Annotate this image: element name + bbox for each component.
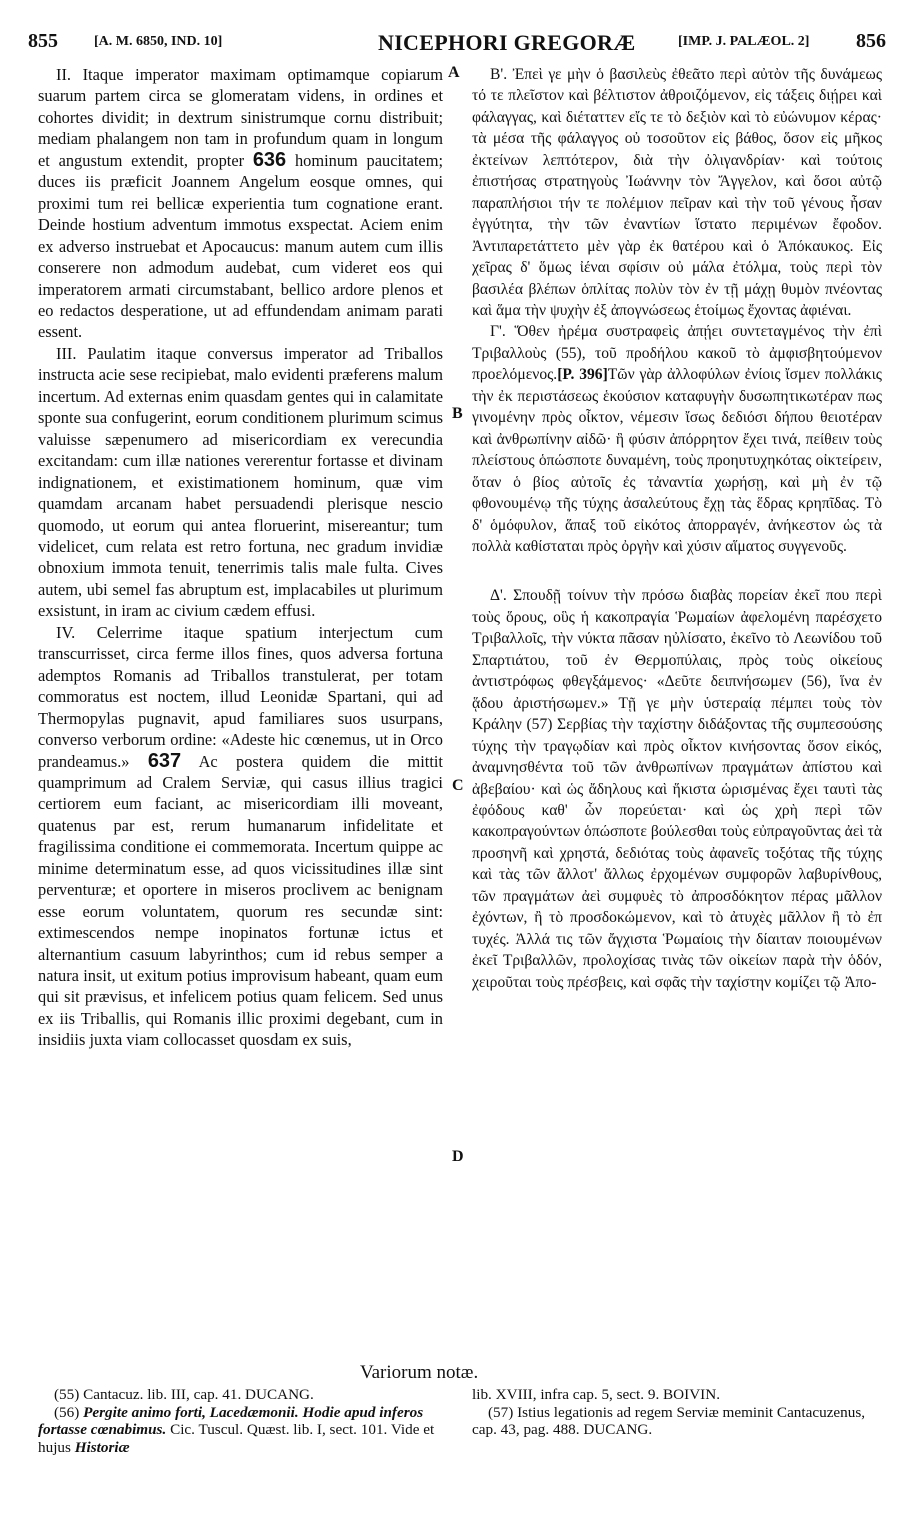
- notes-heading: Variorum notæ.: [360, 1362, 479, 1383]
- page-number-636: 636: [252, 148, 287, 171]
- greek-section-3: Γ'. Ὅθεν ἠρέμα συστραφεὶς ἀπῄει συντεταγμένος τὴν ἐπὶ Τριβαλλοὺς (55), τοῦ προδήλου κακοῦ τὸ ἀμφισβητούμενον προελόμενος.[P. 396]Τῶν γὰρ ἀλλοφύλων ἐνίοις ἴσμεν πολλάκις τὴν ἐκ περιστάσεως ἑκούσιον καταφυγὴν δυσωπητικωτέραν πως γινομένην πρὸς οἶκτον, νέμεσιν ἴσως δεδιόσι δήπου θειοτέραν καὶ ἀνθρωπίνην αἰδῶ· ἣ φύσιν ἀπόρρητον ἔχει τινά, πείθειν τοὺς πλείστους ὁπώσποτε δυναμένη, τοὺς προηυτυχηκότας οἰκτείρειν, ὅταν ὁ βίος αὐτοῖς ἐς τἀναντία χωρήσῃ, καὶ μὴ ἐν τῷ φθονουμένῳ τῆς τύχης ἀσαλεύτους ἔχῃ τὰς ἕδρας κρηπῖδας. Τὸ δ' ὁμόφυλον, ἅπαξ τοῦ εἰκότος ἀπορραγέν, ἀνήκεστον ὡς τὰ πολλὰ καθίσταται πρὸς ὀργὴν καὶ χύσιν αἵματος συγγενοῦς.: [472, 323, 882, 555]
- margin-marker-d: D: [452, 1148, 464, 1165]
- latin-section-2: II. Itaque imperator maximam optimamque copiarum suarum partem circa se glomeratam videns, in ordines et cohortes dividit; in dextrum sinistrumque cornu distribuit; mediam phalangem non tam in profundum quam in longum et angustum extendit, propter 636 hominum paucitatem; duces iis præficit Joannem Angelum eosque omnes, qui proximi tum rei bellicæ experientia tum cognatione erant. Deinde hostium adventum immotus exspectat. Aciem enim ex adverso instruebat et Apocaucus: manum autem cum illis conserere non admodum audebat, cum videret eos qui imperatorem armati circumstabant, bellico ardore plenos et eo redactos desperatione, ut ad effundendam animam parati essent.: [38, 65, 443, 342]
- greek-section-2: Β'. Ἐπεὶ γε μὴν ὁ βασιλεὺς ἐθεᾶτο περὶ αὐτὸν τῆς δυνάμεως τό τε πλεῖστον καὶ βέλτιστον ἀθροιζόμενον, εἰς τάξεις διῄρει καὶ φάλαγγας, καὶ διέταττεν εἴς τε τὸ δεξιὸν καὶ τὸ εὐώνυμον κέρας· τὰ μέσα τῆς φάλαγγος οὐ τοσοῦτον εἰς βάθος, ὅσον εἰς μῆκος ἐκτείνων λεπτότερον, διὰ τὴν ὀλιγανδρίαν· καὶ τούτοις ἐπιστήσας στρατηγοὺς Ἰωάννην τὸν Ἄγγελον, καὶ ὅσοι αὐτῷ παραπλήσιοι τήν τε πολέμιον πεῖραν καὶ τὴν τοῦ γένους ἦσαν ἐγγύτητα, τὴν τῶν ἐναντίων ἵστατο περιμένων ἔφοδον. Ἀντιπαρετάττετο μὲν γὰρ ἐκ θατέρου καὶ ὁ Ἀπόκαυκος. Εἰς χεῖρας δ' ὅμως ἰέναι σφίσιν οὐ μάλα ἐτόλμα, τοὺς περὶ τὸν βασιλέα βλέπων ὁπλίτας πολὺν τὸν ἐν τῇ μάχῃ θυμὸν πνέοντας καὶ ἅμα τὴν ψυχὴν ἐξ ἀπογνώσεως ἑτοίμως ἔχοντας ἀφιέναι.: [472, 66, 882, 319]
- note-56: (56) Pergite animo forti, Lacedæmonii. Hodie apud inferos fortasse cœnabimus. Cic. Tuscul. Quæst. lib. I, sect. 101. Vide et hujus Historiæ: [38, 1403, 435, 1456]
- margin-marker-a: A: [448, 64, 460, 81]
- note-57: (57) Istius legationis ad regem Serviæ meminit Cantacuzenus, cap. 43, pag. 488. DUCANG.: [472, 1403, 866, 1439]
- page-title: NICEPHORI GREGORÆ: [378, 30, 636, 55]
- notes-right-column: [472, 1386, 887, 1439]
- left-column-number: 855: [28, 30, 58, 52]
- right-column-number: 856: [856, 30, 886, 52]
- latin-section-3: III. Paulatim itaque conversus imperator ad Triballos instructa acie sese recipiebat, malo evidenti præferens malum incertum. Ad externas enim quasdam gentes qui in calamitate sponte sua confugerint, eorum conditionem plurimum scimus valuisse sæpenumero ad misericordiam ex verecundia excitandam: cum illæ nationes vererentur fortasse et divinam indignationem, et existimationem hominum, quæ vim quamdam arcanam habet persuadendi plerisque nescio quomodo, ut eorum qui antea floruerint, misereantur; tum videlicet, cum relata est retro fortuna, nec gradum invidiæ obnoxium immota tenuit, tenerrimis talis male fulta. Cives autem, ubi semel fas abruptum est, implacabiles ut plurimum exsistunt, in iram ac civium cædem effusi.: [38, 343, 443, 621]
- note-55: (55) Cantacuz. lib. III, cap. 41. DUCANG.: [54, 1386, 314, 1403]
- greek-column: [472, 64, 882, 993]
- running-header: [28, 30, 886, 56]
- note-56-continued: lib. XVIII, infra cap. 5, sect. 9. BOIVIN.: [472, 1386, 720, 1403]
- greek-section-4: Δ'. Σπουδῇ τοίνυν τὴν πρόσω διαβὰς πορείαν ἐκεῖ που περὶ τοὺς ὅρους, οὓς ἡ κακοπραγία Ῥωμαίων ἀφελομένη παρέσχετο Τριβαλλοῖς, τὴν νύκτα πᾶσαν ηὐλίσατο, ἐκεῖνο τὸ Λεωνίδου τοῦ Σπαρτιάτου, τοῦ ἐν Θερμοπύλαις, πρὸς τοὺς οἰκείους ἀντιστρόφως φθεγξάμενος· «Δεῦτε δειπνήσωμεν (56), ἵνα ἐν ᾅδου ἀριστήσωμεν.» Τῇ γε μὴν ὑστεραίᾳ πέμπει τοὺς τὸν Κράλην (57) Σερβίας τὴν ταχίστην διδάξοντας τῆς συμπεσούσης τύχης τὴν τραγῳδίαν καὶ πρὸς οἶκτον κινήσοντας ὅσον εἰκός, ἀναμνησθέντα τοῦ τῶν ἀνθρωπίνων πραγμάτων ἀπίστου καὶ ἀβεβαίου· καὶ ὡς ἄδηλους καὶ ἥκιστα ὡρισμένας ἔχει ταυτὶ τὰς ἐφόδους καθ' ὧν πορεύεται· καὶ ὡς χρὴ περὶ τῶν κακοπραγούντων ὁπώσποτε βούλεσθαι τοὺς εὐπραγοῦντας ἀεὶ τὰ προσηνῆ καὶ χρηστά, δεδιότας τοὺς ἀφανεῖς τοξότας τῆς τύχης καὶ τὰς τῶν ἄλλοτ' ἄλλως ἐρχομένων συμφορῶν λαβυρίνθους, τῶν πραγμάτων ἀεὶ συμφυὲς τὸ ἀπροσδόκητον πέρας μᾶλλον ἐχόντων, ἢ τὸ προσδοκώμενον, καὶ τὸ ἀτυχὲς μᾶλλον ἢ τὸ ἐπ τυχές. Ἀλλά τις τῶν ἄγχιστα Ῥωμαίοις τὴν δίαιταν ποιουμένων ἐκεῖ Τριβαλλῶν, προλοχίσας τινὰς τῶν οἰκείων παρὰ τὴν ὁδόν, χειροῦται τοὺς πρέσβεις, καὶ σφᾶς τὴν ταχίστην κομίζει τῷ Ἀπο-: [472, 587, 882, 991]
- latin-column: [38, 64, 443, 1051]
- margin-marker-c: C: [452, 777, 464, 794]
- page-number-637: 637: [147, 749, 182, 772]
- notes-left-column: [38, 1386, 453, 1456]
- left-date-reference: [A. M. 6850, IND. 10]: [94, 34, 223, 49]
- right-reign-reference: [IMP. J. PALÆOL. 2]: [678, 34, 810, 49]
- margin-marker-b: B: [452, 405, 463, 422]
- latin-section-4: IV. Celerrime itaque spatium interjectum cum transcurrisset, circa ferme illos fines, quos adversa fortuna ademptos Romanis ad Triballos transtulerat, per totam commoratus est noctem, illud Leonidæ Spartani, qui ad Thermopylas pugnavit, apud familiares suos usurpans, converso verborum ordine: «Adeste hic cœnemus, ut in Orco prandeamus.» 637 Ac postera quidem die mittit quamprimum ad Cralem Serviæ, qui casus illius tragici certiorem eum faciant, ac misericordiam illi moveant, quatenus par est, rerum humanarum infidelitate et fragilissima conditione ei commemorata. Incertum quippe ac minime determinatum esse, ad quos vicissitudines illæ sint perventuræ; et oportere in miseros proclivem ac benignam esse eorum voluntatem, quorum res secundæ sint: extimescendos nempe inopinatos fortunæ ictus et alternantium casuum labyrinthos; cum id rebus semper a natura insit, ut exitum potius improvisum habeant, quam eum qui sit prævisus, et infelicem potius quam felicem. Sed unus ex iis Triballis, qui Romanis illic proximi degebant, cum in insidiis juxta viam collocasset quosdam ex suis,: [38, 622, 443, 1050]
- page-citation: [P. 396]: [557, 366, 608, 384]
